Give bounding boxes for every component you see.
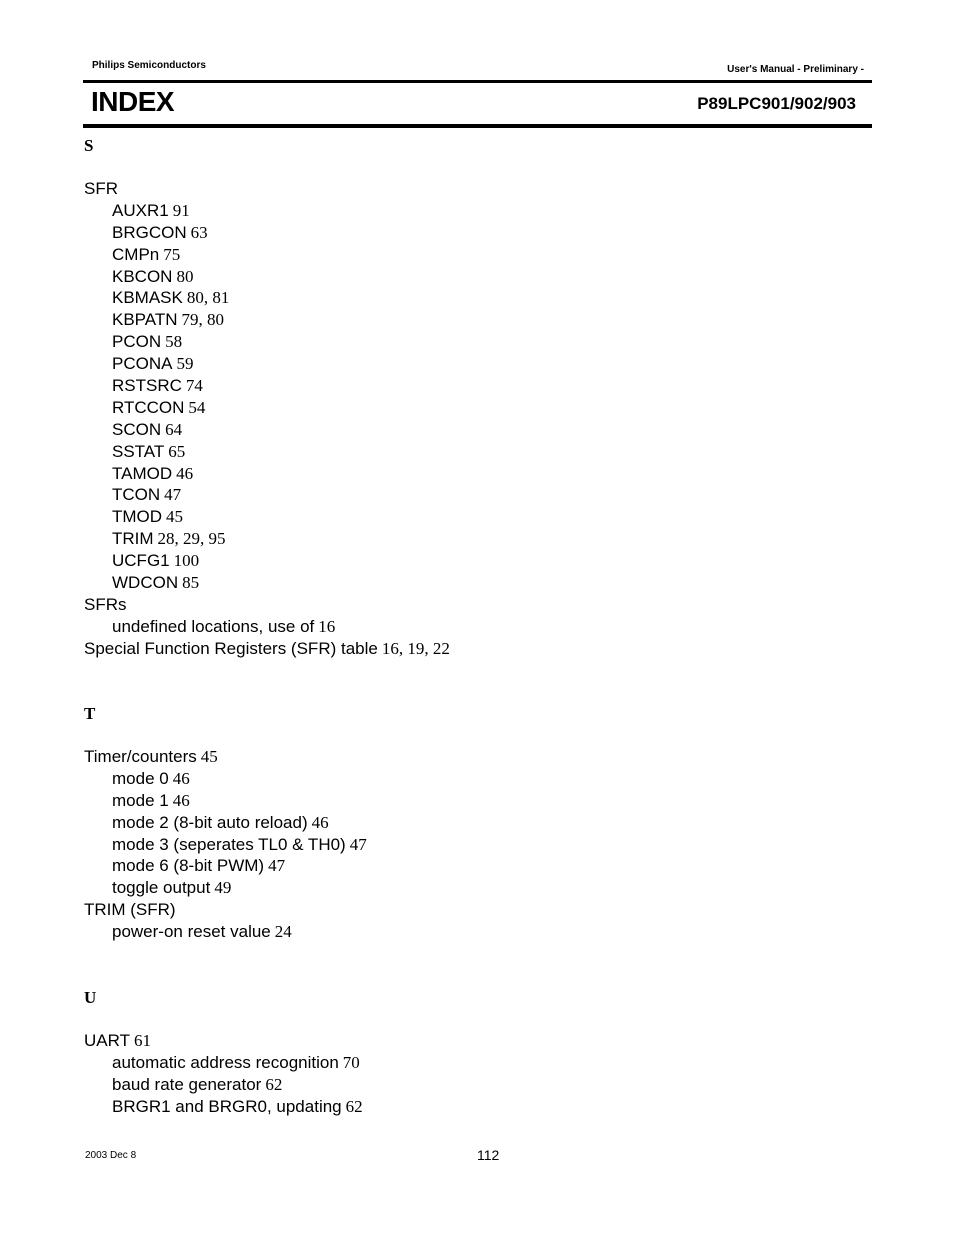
index-entry bbox=[84, 178, 450, 200]
index-subentry bbox=[84, 506, 450, 528]
index-subentry bbox=[84, 353, 450, 375]
index-subentry bbox=[84, 244, 450, 266]
index-term: mode 6 (8-bit PWM) bbox=[112, 856, 265, 876]
index-subentry bbox=[84, 287, 450, 309]
index-list-s bbox=[84, 178, 450, 660]
index-pages: 80 bbox=[176, 266, 194, 286]
index-term: SCON bbox=[112, 419, 162, 439]
index-subentry bbox=[84, 375, 450, 397]
index-term: undefined locations, use of bbox=[112, 616, 315, 636]
index-list-u bbox=[84, 1030, 363, 1118]
index-pages: 79, 80 bbox=[181, 310, 224, 330]
index-term: UCFG1 bbox=[112, 551, 170, 571]
index-term: TRIM bbox=[112, 529, 154, 549]
part-number: P89LPC901/902/903 bbox=[697, 94, 856, 113]
index-pages: 62 bbox=[345, 1096, 363, 1116]
index-pages: 58 bbox=[165, 332, 183, 352]
index-term: toggle output bbox=[112, 878, 211, 898]
header-rule-bottom bbox=[83, 124, 872, 128]
index-term: WDCON bbox=[112, 573, 179, 593]
index-pages: 16 bbox=[318, 616, 336, 636]
index-pages: 75 bbox=[163, 244, 181, 264]
index-term: UART bbox=[84, 1031, 130, 1050]
index-term: KBMASK bbox=[112, 288, 183, 308]
index-subentry bbox=[84, 528, 450, 550]
index-entry bbox=[84, 594, 450, 616]
index-subentry bbox=[84, 812, 367, 834]
index-subentry bbox=[84, 877, 367, 899]
header-rule-top bbox=[83, 80, 872, 83]
index-pages: 63 bbox=[190, 222, 208, 242]
index-subentry bbox=[84, 550, 450, 572]
index-subentry bbox=[84, 1074, 363, 1096]
footer-date: 2003 Dec 8 bbox=[85, 1150, 137, 1161]
index-subentry bbox=[84, 266, 450, 288]
index-entry bbox=[84, 638, 450, 660]
index-term: mode 0 bbox=[112, 768, 169, 788]
index-pages: 74 bbox=[185, 376, 203, 396]
index-subentry bbox=[84, 441, 450, 463]
index-subentry bbox=[84, 921, 367, 943]
index-pages: 62 bbox=[265, 1074, 283, 1094]
section-letter-t: T bbox=[84, 704, 96, 723]
index-term: TCON bbox=[112, 485, 161, 505]
index-subentry bbox=[84, 309, 450, 331]
index-term: AUXR1 bbox=[112, 200, 169, 220]
index-pages: 65 bbox=[168, 441, 186, 461]
index-term: Special Function Registers (SFR) table bbox=[84, 638, 378, 658]
index-term: Timer/counters bbox=[84, 747, 197, 766]
index-pages: 46 bbox=[176, 463, 194, 483]
index-subentry bbox=[84, 790, 367, 812]
index-term: SFR bbox=[84, 179, 118, 198]
index-term: BRGCON bbox=[112, 222, 187, 242]
index-pages: 46 bbox=[311, 812, 329, 832]
section-letter-s: S bbox=[84, 136, 94, 155]
index-term: mode 1 bbox=[112, 790, 169, 810]
index-pages: 54 bbox=[188, 397, 206, 417]
index-term: RSTSRC bbox=[112, 376, 182, 396]
index-subentry bbox=[84, 222, 450, 244]
index-subentry bbox=[84, 200, 450, 222]
index-subentry bbox=[84, 397, 450, 419]
index-subentry bbox=[84, 768, 367, 790]
index-pages: 46 bbox=[172, 790, 190, 810]
index-pages: 49 bbox=[214, 878, 232, 898]
index-subentry bbox=[84, 463, 450, 485]
index-term: baud rate generator bbox=[112, 1074, 262, 1094]
index-pages: 47 bbox=[164, 485, 182, 505]
index-pages: 100 bbox=[173, 551, 200, 571]
manual-label: User's Manual - Preliminary - bbox=[727, 64, 864, 75]
index-term: mode 3 (seperates TL0 & TH0) bbox=[112, 834, 346, 854]
index-pages: 59 bbox=[176, 354, 194, 374]
index-term: TAMOD bbox=[112, 463, 173, 483]
index-entry bbox=[84, 899, 367, 921]
index-term: mode 2 (8-bit auto reload) bbox=[112, 812, 308, 832]
index-term: BRGR1 and BRGR0, updating bbox=[112, 1096, 342, 1116]
index-term: TMOD bbox=[112, 507, 163, 527]
index-term: SFRs bbox=[84, 594, 127, 614]
index-pages: 16, 19, 22 bbox=[381, 638, 450, 658]
index-subentry bbox=[84, 834, 367, 856]
index-term: power-on reset value bbox=[112, 922, 271, 942]
company-name: Philips Semiconductors bbox=[92, 60, 206, 71]
index-entry bbox=[84, 746, 367, 768]
index-term: KBCON bbox=[112, 266, 173, 286]
index-pages: 85 bbox=[182, 573, 200, 593]
index-list-t bbox=[84, 746, 367, 943]
index-term: RTCCON bbox=[112, 397, 185, 417]
index-term: SSTAT bbox=[112, 441, 165, 461]
index-subentry bbox=[84, 1096, 363, 1118]
index-subentry bbox=[84, 855, 367, 877]
index-term: KBPATN bbox=[112, 310, 178, 330]
page-title: INDEX bbox=[91, 86, 175, 117]
index-term: TRIM (SFR) bbox=[84, 900, 176, 920]
index-subentry bbox=[84, 484, 450, 506]
section-letter-u: U bbox=[84, 988, 97, 1007]
index-pages: 80, 81 bbox=[186, 288, 230, 308]
index-subentry bbox=[84, 616, 450, 638]
index-subentry bbox=[84, 1052, 363, 1074]
index-term: automatic address recognition bbox=[112, 1052, 339, 1072]
index-term: PCONA bbox=[112, 354, 173, 374]
index-term: PCON bbox=[112, 332, 162, 352]
index-pages: 91 bbox=[172, 200, 190, 220]
index-pages: 45 bbox=[200, 747, 218, 766]
index-pages: 47 bbox=[268, 856, 286, 876]
index-subentry bbox=[84, 419, 450, 441]
index-entry bbox=[84, 1030, 363, 1052]
index-subentry bbox=[84, 572, 450, 594]
index-pages: 70 bbox=[342, 1052, 360, 1072]
index-pages: 64 bbox=[165, 419, 183, 439]
index-pages: 24 bbox=[274, 922, 292, 942]
index-subentry bbox=[84, 331, 450, 353]
index-pages: 28, 29, 95 bbox=[157, 529, 226, 549]
index-pages: 46 bbox=[172, 768, 190, 788]
index-pages: 47 bbox=[349, 834, 367, 854]
index-pages: 45 bbox=[166, 507, 184, 527]
page-number: 112 bbox=[477, 1147, 500, 1163]
index-pages: 61 bbox=[133, 1031, 151, 1050]
index-term: CMPn bbox=[112, 244, 160, 264]
